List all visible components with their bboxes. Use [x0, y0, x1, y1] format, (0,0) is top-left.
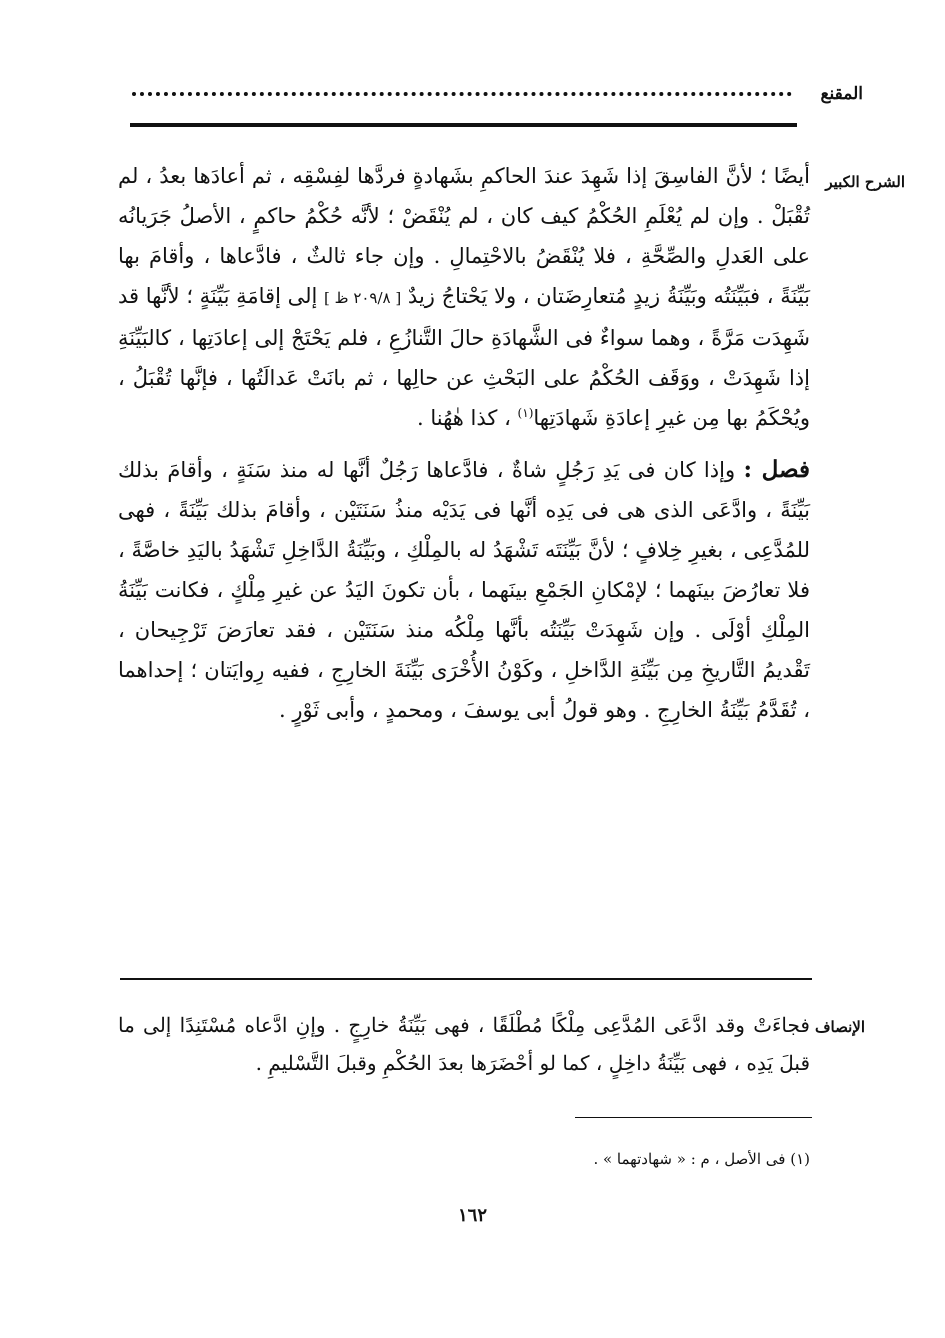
footnote-rule — [575, 1117, 812, 1118]
insaf-text — [118, 1006, 810, 1082]
side-label-insaf: الإنصاف — [814, 1018, 865, 1036]
side-label-sharh: الشرح الكبير — [825, 173, 905, 191]
page-number: ١٦٢ — [457, 1205, 487, 1226]
insaf-paragraph: فجاءَتْ وقد ادَّعَى المُدَّعِى مِلْكًا مُطْلَقًا ، فهى بَيِّنَةُ خارِجٍ . وإنِ ادَّعاه مُسْتَنِدًا إلى ما قبلَ يَدِه ، فهى بَيِّنَةُ داخِلٍ ، كما لو أحْضَرَها بعدَ الحُكْمِ وقبلَ التَّسْليمِ . — [118, 1013, 810, 1075]
footnote-marker: (١) — [517, 406, 534, 420]
sharh-paragraph-2-text: وإذا كان فى يَدِ رَجُلٍ شاةٌ ، فادَّعاها رَجُلٌ أنَّها له منذ سَنَةٍ ، وأقامَ بذلك بَيِّنَةً ، وادَّعَى الذى هى فى يَدِه أنَّها فى يَدَيْه منذُ سَنَتَيْن ، وأقامَ بذلك بَيِّنَةً ، فهى للمُدَّعِى ، بغيرِ خِلافٍ ؛ لأنَّ بَيِّنَتَه تَشْهَدُ له بالمِلْكِ ، وبَيِّنَةُ الدَّاخِلِ تَشْهَدُ باليَدِ خاصَّةً ، فلا تعارُضَ بينَهما ؛ لإمْكانِ الجَمْعِ بينَهما ، بأن تكونَ اليَدُ عن غيرِ مِلْكٍ ، فكانت بَيِّنَةُ المِلْكِ أوْلَى . وإن شَهِدَتْ بَيِّنَتُه بأنَّها مِلْكُه منذ سَنَتَيْن ، فقد تعارَضَ تَرْجِيحان ، تَقْديمُ التَّاريخِ مِن بَيِّنَةِ الدَّاخلِ ، وكَوْنُ الأُخْرَى بَيِّنَةَ الخارِجِ ، ففيه رِوايَتان ؛ إحداهما ، تُقَدَّمُ بَيِّنَةُ الخارِجِ . وهو قولُ أبى يوسفَ ، ومحمدٍ ، وأبى ثَوْرٍ . — [118, 458, 810, 722]
fasl-heading: فصل : — [743, 456, 810, 483]
sharh-paragraph-1-continued: إلى إقامَةِ بَيِّنَةٍ ؛ لأنَّها قد شَهِدَت مَرَّةً ، وهما سواءٌ فى الشَّهادَةِ حالَ التَّنازُعِ ، فلم يَحْتَجْ إلى إعادَتِها ، كالبَيِّنَةِ إذا شَهِدَتْ ، ووَقَف الحُكْمُ على البَحْثِ عن حالِها ، ثم بانَتْ عَدالَتُها ، فإنَّها تُقْبَلُ ، ويُحْكَمُ بها مِن غيرِ إعادَةِ شَهادَتِها — [118, 284, 810, 430]
section-divider — [120, 978, 812, 980]
running-title: المقنع — [820, 84, 863, 104]
sharh-paragraph-1-end: ، كذا هٰهُنا . — [417, 406, 511, 430]
footnote: (١) فى الأصل ، م : « شهادتهما » . — [593, 1150, 810, 1168]
sharh-paragraph-2 — [118, 450, 810, 730]
sharh-paragraph-1-text: أيضًا ؛ لأنَّ الفاسِقَ إذا شَهِدَ عندَ الحاكمِ بشَهادةٍ فردَّها لفِسْقِه ، ثم أعادَها بعدُ ، لم تُقْبَلْ . وإن لم يُعْلَمِ الحُكْمُ كيف كان ، لم يُنْقَضْ ؛ لأنَّه حُكْمُ حاكمٍ ، الأصلُ جَرَيانُه على العَدلِ والصِّحَّةِ ، فلا يُنْقَضُ بالاحْتِمالِ . وإن جاء ثالثٌ ، فادَّعاها ، وأقامَ بها بَيِّنَةً ، فبَيِّنَتُه وبَيِّنَةُ زيدٍ مُتعارِضَتان ، ولا يَحْتاجُ زيدٌ — [118, 164, 811, 308]
sharh-text — [118, 156, 810, 730]
header-rule — [130, 123, 797, 127]
sharh-paragraph-1 — [118, 156, 810, 438]
dot-leader — [132, 92, 792, 96]
folio-reference: [ ٢٠٩/٨ ظ ] — [324, 289, 402, 307]
